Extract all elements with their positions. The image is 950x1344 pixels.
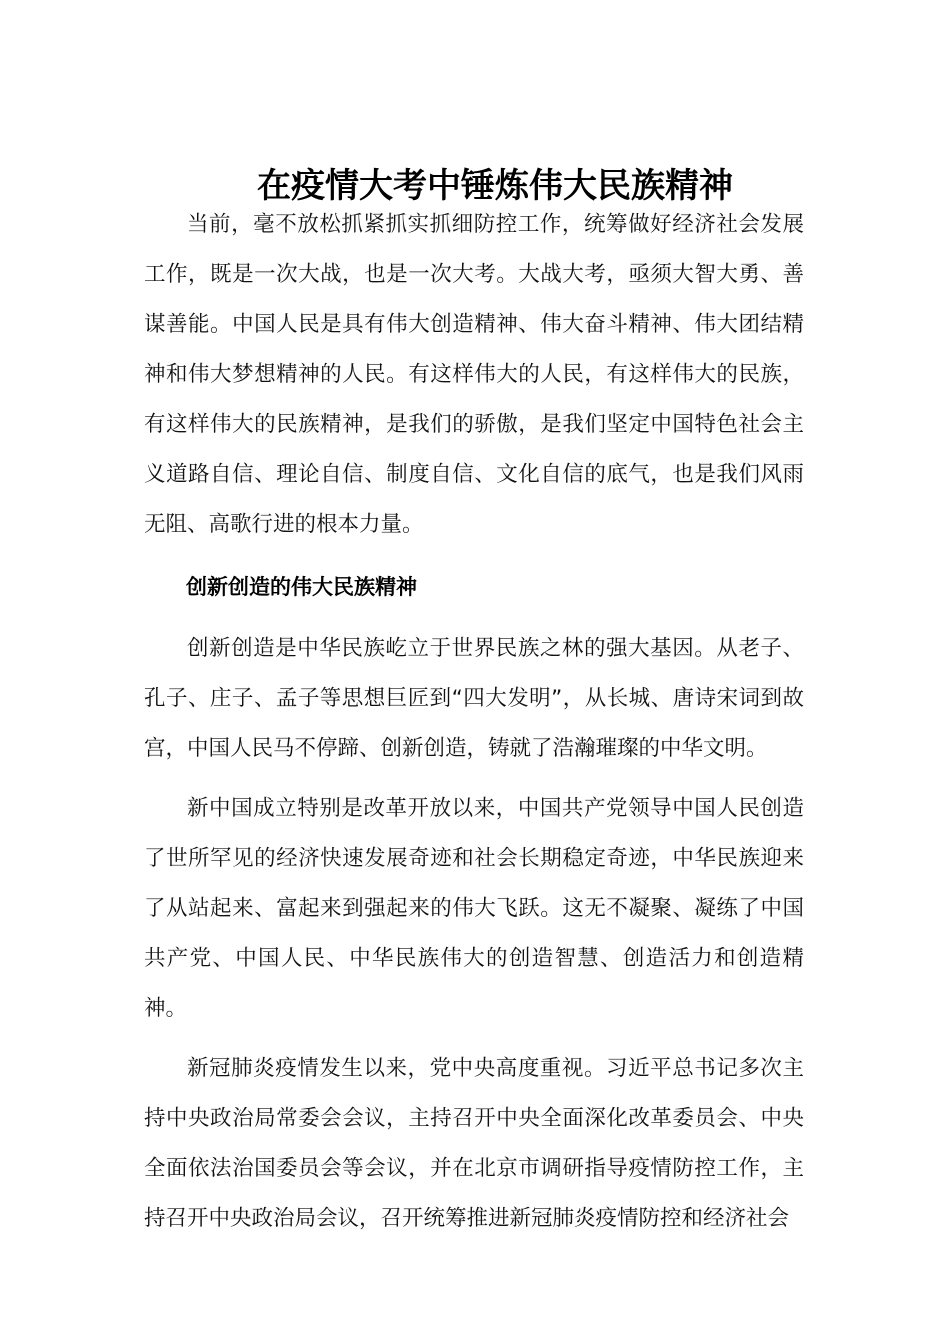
intro-paragraph: 当前，毫不放松抓紧抓实抓细防控工作，统筹做好经济社会发展工作，既是一次大战，也是一次大考。大战大考，亟须大智大勇、善谋善能。中国人民是具有伟大创造精神、伟大奋斗精神、伟大团结精神和伟大梦想精神的人民。有这样伟大的人民，有这样伟大的民族，有这样伟大的民族精神，是我们的骄傲，是我们坚定中国特色社会主义道路自信、理论自信、制度自信、文化自信的底气，也是我们风雨无阻、高歌行进的根本力量。: [144, 212, 804, 537]
document-title: 在疫情大考中锤炼伟大民族精神: [257, 165, 733, 206]
body-paragraph: 新冠肺炎疫情发生以来，党中央高度重视。习近平总书记多次主持中央政治局常委会会议，主持召开中央全面深化改革委员会、中央全面依法治国委员会等会议，并在北京市调研指导疫情防控工作，主持召开中央政治局会议，召开统筹推进新冠肺炎疫情防控和经济社会: [144, 1056, 804, 1231]
document-body: [144, 200, 804, 1244]
body-paragraph: 新中国成立特别是改革开放以来，中国共产党领导中国人民创造了世所罕见的经济快速发展奇迹和社会长期稳定奇迹，中华民族迎来了从站起来、富起来到强起来的伟大飞跃。这无不凝聚、凝练了中国共产党、中国人民、中华民族伟大的创造智慧、创造活力和创造精神。: [144, 796, 804, 1021]
body-paragraph: 创新创造是中华民族屹立于世界民族之林的强大基因。从老子、孔子、庄子、孟子等思想巨匠到“四大发明”，从长城、唐诗宋词到故宫，中国人民马不停蹄、创新创造，铸就了浩瀚璀璨的中华文明。: [144, 636, 804, 761]
section-heading: 创新创造的伟大民族精神: [186, 575, 417, 599]
